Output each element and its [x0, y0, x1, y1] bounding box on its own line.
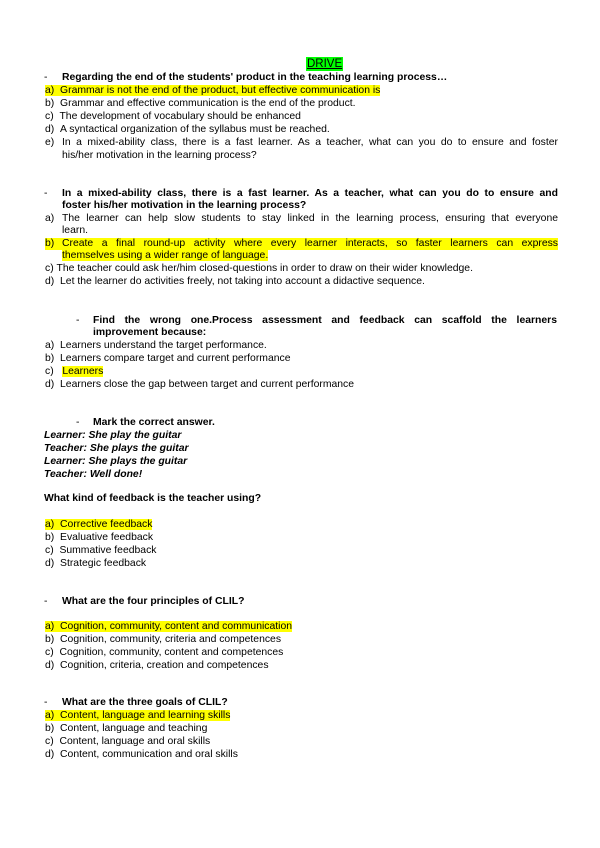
option-letter: d)	[45, 660, 55, 671]
option-a	[45, 519, 152, 531]
option-letter: b)	[45, 634, 55, 645]
option-letter: a)	[45, 213, 55, 224]
option-a-line2: learn.	[62, 225, 88, 236]
bullet: -	[44, 697, 48, 708]
option-letter: b)	[45, 238, 62, 250]
option-text: Learners compare target and current performance	[60, 353, 291, 364]
option-d	[45, 660, 269, 672]
option-d	[45, 124, 330, 136]
option-letter: d)	[45, 379, 55, 390]
dialogue-line: Teacher: Well done!	[44, 469, 143, 480]
option-b-line1: Create a final round-up activity where every learner interacts, so faster learners can express	[62, 238, 558, 249]
option-letter: a)	[45, 621, 55, 632]
option-text: Cognition, community, content and communication	[60, 621, 293, 632]
option-letter: e)	[45, 137, 55, 148]
option-c	[45, 366, 103, 378]
option-letter: a)	[45, 519, 55, 530]
option-letter: c)	[45, 647, 54, 658]
option-letter: d)	[45, 124, 55, 135]
option-a	[45, 710, 230, 722]
option-text: Grammar and effective communication is the end of the product.	[60, 98, 356, 109]
option-text: Content, language and teaching	[60, 723, 208, 734]
option-letter: c)	[45, 545, 54, 556]
option-text: Learners	[62, 366, 104, 377]
option-letter: b)	[45, 532, 55, 543]
option-b	[45, 532, 153, 544]
option-c	[45, 736, 210, 748]
option-c	[45, 111, 301, 123]
option-d	[45, 379, 354, 391]
option-e-line2: his/her motivation in the learning process?	[62, 150, 257, 161]
option-d	[45, 558, 146, 570]
option-text: The teacher could ask her/him closed-questions in order to draw on their wider knowledge.	[56, 263, 473, 274]
option-text: Corrective feedback	[60, 519, 153, 530]
option-letter: a)	[45, 710, 55, 721]
bullet: -	[44, 188, 48, 199]
option-b	[45, 634, 281, 646]
option-d	[45, 276, 425, 288]
option-c	[45, 647, 283, 659]
option-text: Strategic feedback	[60, 558, 147, 569]
question-text-line1: Find the wrong one.Process assessment and feedback can scaffold the learners	[93, 315, 557, 326]
question-text: What are the four principles of CLIL?	[62, 596, 245, 607]
option-letter: a)	[45, 85, 55, 96]
bullet: -	[44, 596, 48, 607]
option-b	[45, 353, 290, 365]
option-text: Summative feedback	[59, 545, 157, 556]
option-a	[45, 85, 380, 97]
question-text-line2: improvement because:	[93, 327, 207, 338]
option-a	[45, 340, 267, 352]
option-letter: c)	[45, 736, 54, 747]
dialogue-line: Learner: She plays the guitar	[44, 456, 188, 467]
bullet: -	[44, 72, 48, 83]
question-text: Regarding the end of the students' product in the teaching learning process…	[62, 72, 448, 83]
option-text: The development of vocabulary should be enhanced	[59, 111, 301, 122]
option-letter: a)	[45, 340, 55, 351]
option-c	[45, 545, 156, 557]
question-text-line2: foster his/her motivation in the learning process?	[62, 200, 307, 211]
instruction-text: Mark the correct answer.	[93, 417, 215, 428]
dialogue-line: Teacher: She plays the guitar	[44, 443, 189, 454]
option-b	[45, 98, 356, 110]
option-letter: d)	[45, 558, 55, 569]
dialogue-line: Learner: She play the guitar	[44, 430, 182, 441]
option-text: Let the learner do activities freely, not taking into account a didactive sequence.	[60, 276, 425, 287]
question-text: What are the three goals of CLIL?	[62, 697, 228, 708]
option-text: Content, communication and oral skills	[60, 749, 238, 760]
option-text: Cognition, criteria, creation and competences	[60, 660, 269, 671]
option-text: Cognition, community, criteria and competences	[60, 634, 282, 645]
option-letter: c)	[45, 263, 54, 274]
option-b	[45, 723, 207, 735]
option-text: Learners close the gap between target and current performance	[60, 379, 355, 390]
option-a-line1: The learner can help slow students to stay linked in the learning process, ensuring that everyone	[62, 213, 558, 224]
option-a	[45, 621, 292, 633]
option-text: Content, language and learning skills	[60, 710, 231, 721]
option-letter: d)	[45, 749, 55, 760]
question-text: What kind of feedback is the teacher using?	[44, 493, 262, 504]
option-text: Cognition, community, content and competences	[59, 647, 284, 658]
option-text: Learners understand the target performance.	[60, 340, 267, 351]
option-e-line1: In a mixed-ability class, there is a fast learner. As a teacher, what can you do to ensure and foster	[62, 137, 558, 148]
option-letter: b)	[45, 98, 55, 109]
option-text: Grammar is not the end of the product, but effective communication is	[60, 85, 381, 96]
option-letter: b)	[45, 353, 55, 364]
bullet: -	[76, 417, 80, 428]
option-text: Content, language and oral skills	[59, 736, 211, 747]
option-c	[45, 263, 473, 275]
option-letter: b)	[45, 723, 55, 734]
option-text: A syntactical organization of the syllabus must be reached.	[60, 124, 330, 135]
option-text: themselves using a wider range of language.	[62, 250, 269, 261]
option-letter: d)	[45, 276, 55, 287]
option-b-line2	[62, 250, 268, 262]
bullet: -	[76, 315, 80, 326]
option-letter: c)	[45, 366, 54, 377]
option-text: Evaluative feedback	[60, 532, 154, 543]
option-d	[45, 749, 238, 761]
option-letter: c)	[45, 111, 54, 122]
page-title: DRIVE	[307, 58, 343, 70]
question-text-line1: In a mixed-ability class, there is a fast learner. As a teacher, what can you do to ensure and	[62, 188, 558, 199]
